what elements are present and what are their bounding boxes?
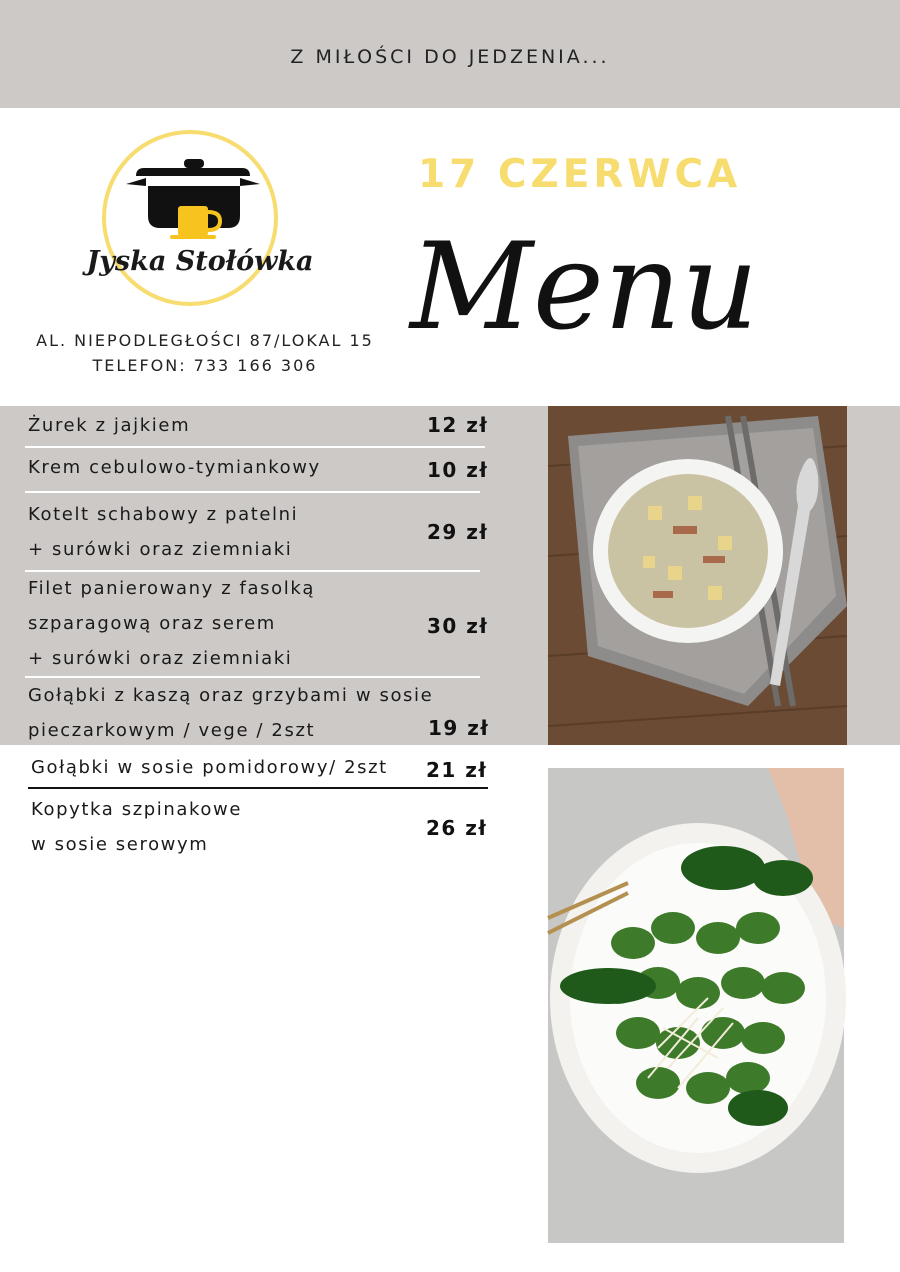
menu-script-title bbox=[410, 200, 759, 385]
menu-item-name: w sosie serowym bbox=[31, 834, 209, 855]
divider bbox=[25, 491, 480, 493]
menu-item-price: 26 zł bbox=[426, 816, 488, 840]
soup-bowl-photo bbox=[548, 406, 847, 745]
spinach-gnocchi-photo bbox=[548, 768, 844, 1243]
menu-item-name: Gołąbki z kaszą oraz grzybami w sosie bbox=[28, 685, 434, 706]
divider bbox=[25, 676, 480, 678]
menu-item-price: 10 zł bbox=[427, 458, 489, 482]
menu-item-name: + surówki oraz ziemniaki bbox=[28, 539, 293, 560]
menu-item-name: Krem cebulowo-tymiankowy bbox=[28, 457, 321, 478]
menu-date: 17 CZERWCA bbox=[418, 152, 742, 197]
address: AL. NIEPODLEGŁOŚCI 87/LOKAL 15 bbox=[36, 331, 374, 350]
menu-item-name: Żurek z jajkiem bbox=[28, 415, 191, 436]
divider bbox=[25, 570, 480, 572]
menu-item-name: Kotelt schabowy z patelni bbox=[28, 504, 299, 525]
tagline: Z MIŁOŚCI DO JEDZENIA... bbox=[290, 46, 610, 68]
logo bbox=[100, 128, 320, 313]
menu-item-price: 19 zł bbox=[428, 716, 490, 740]
menu-item-name: + surówki oraz ziemniaki bbox=[28, 648, 293, 669]
menu-item-name: Gołąbki w sosie pomidorowy/ 2szt bbox=[31, 757, 388, 778]
divider bbox=[28, 787, 488, 789]
menu-item-name: Kopytka szpinakowe bbox=[31, 799, 242, 820]
menu-item-name: szparagową oraz serem bbox=[28, 613, 276, 634]
phone: TELEFON: 733 166 306 bbox=[92, 356, 318, 375]
divider bbox=[25, 446, 485, 448]
menu-item-price: 21 zł bbox=[426, 758, 488, 782]
svg-text:Menu: Menu bbox=[410, 218, 759, 357]
brand-name: Jyska Stołówka bbox=[86, 246, 314, 277]
menu-item-price: 29 zł bbox=[427, 520, 489, 544]
pot-with-cup-icon bbox=[126, 159, 260, 239]
menu-item-name: pieczarkowym / vege / 2szt bbox=[28, 720, 316, 741]
menu-item-price: 12 zł bbox=[427, 413, 489, 437]
menu-item-price: 30 zł bbox=[427, 614, 489, 638]
menu-item-name: Filet panierowany z fasolką bbox=[28, 578, 315, 599]
